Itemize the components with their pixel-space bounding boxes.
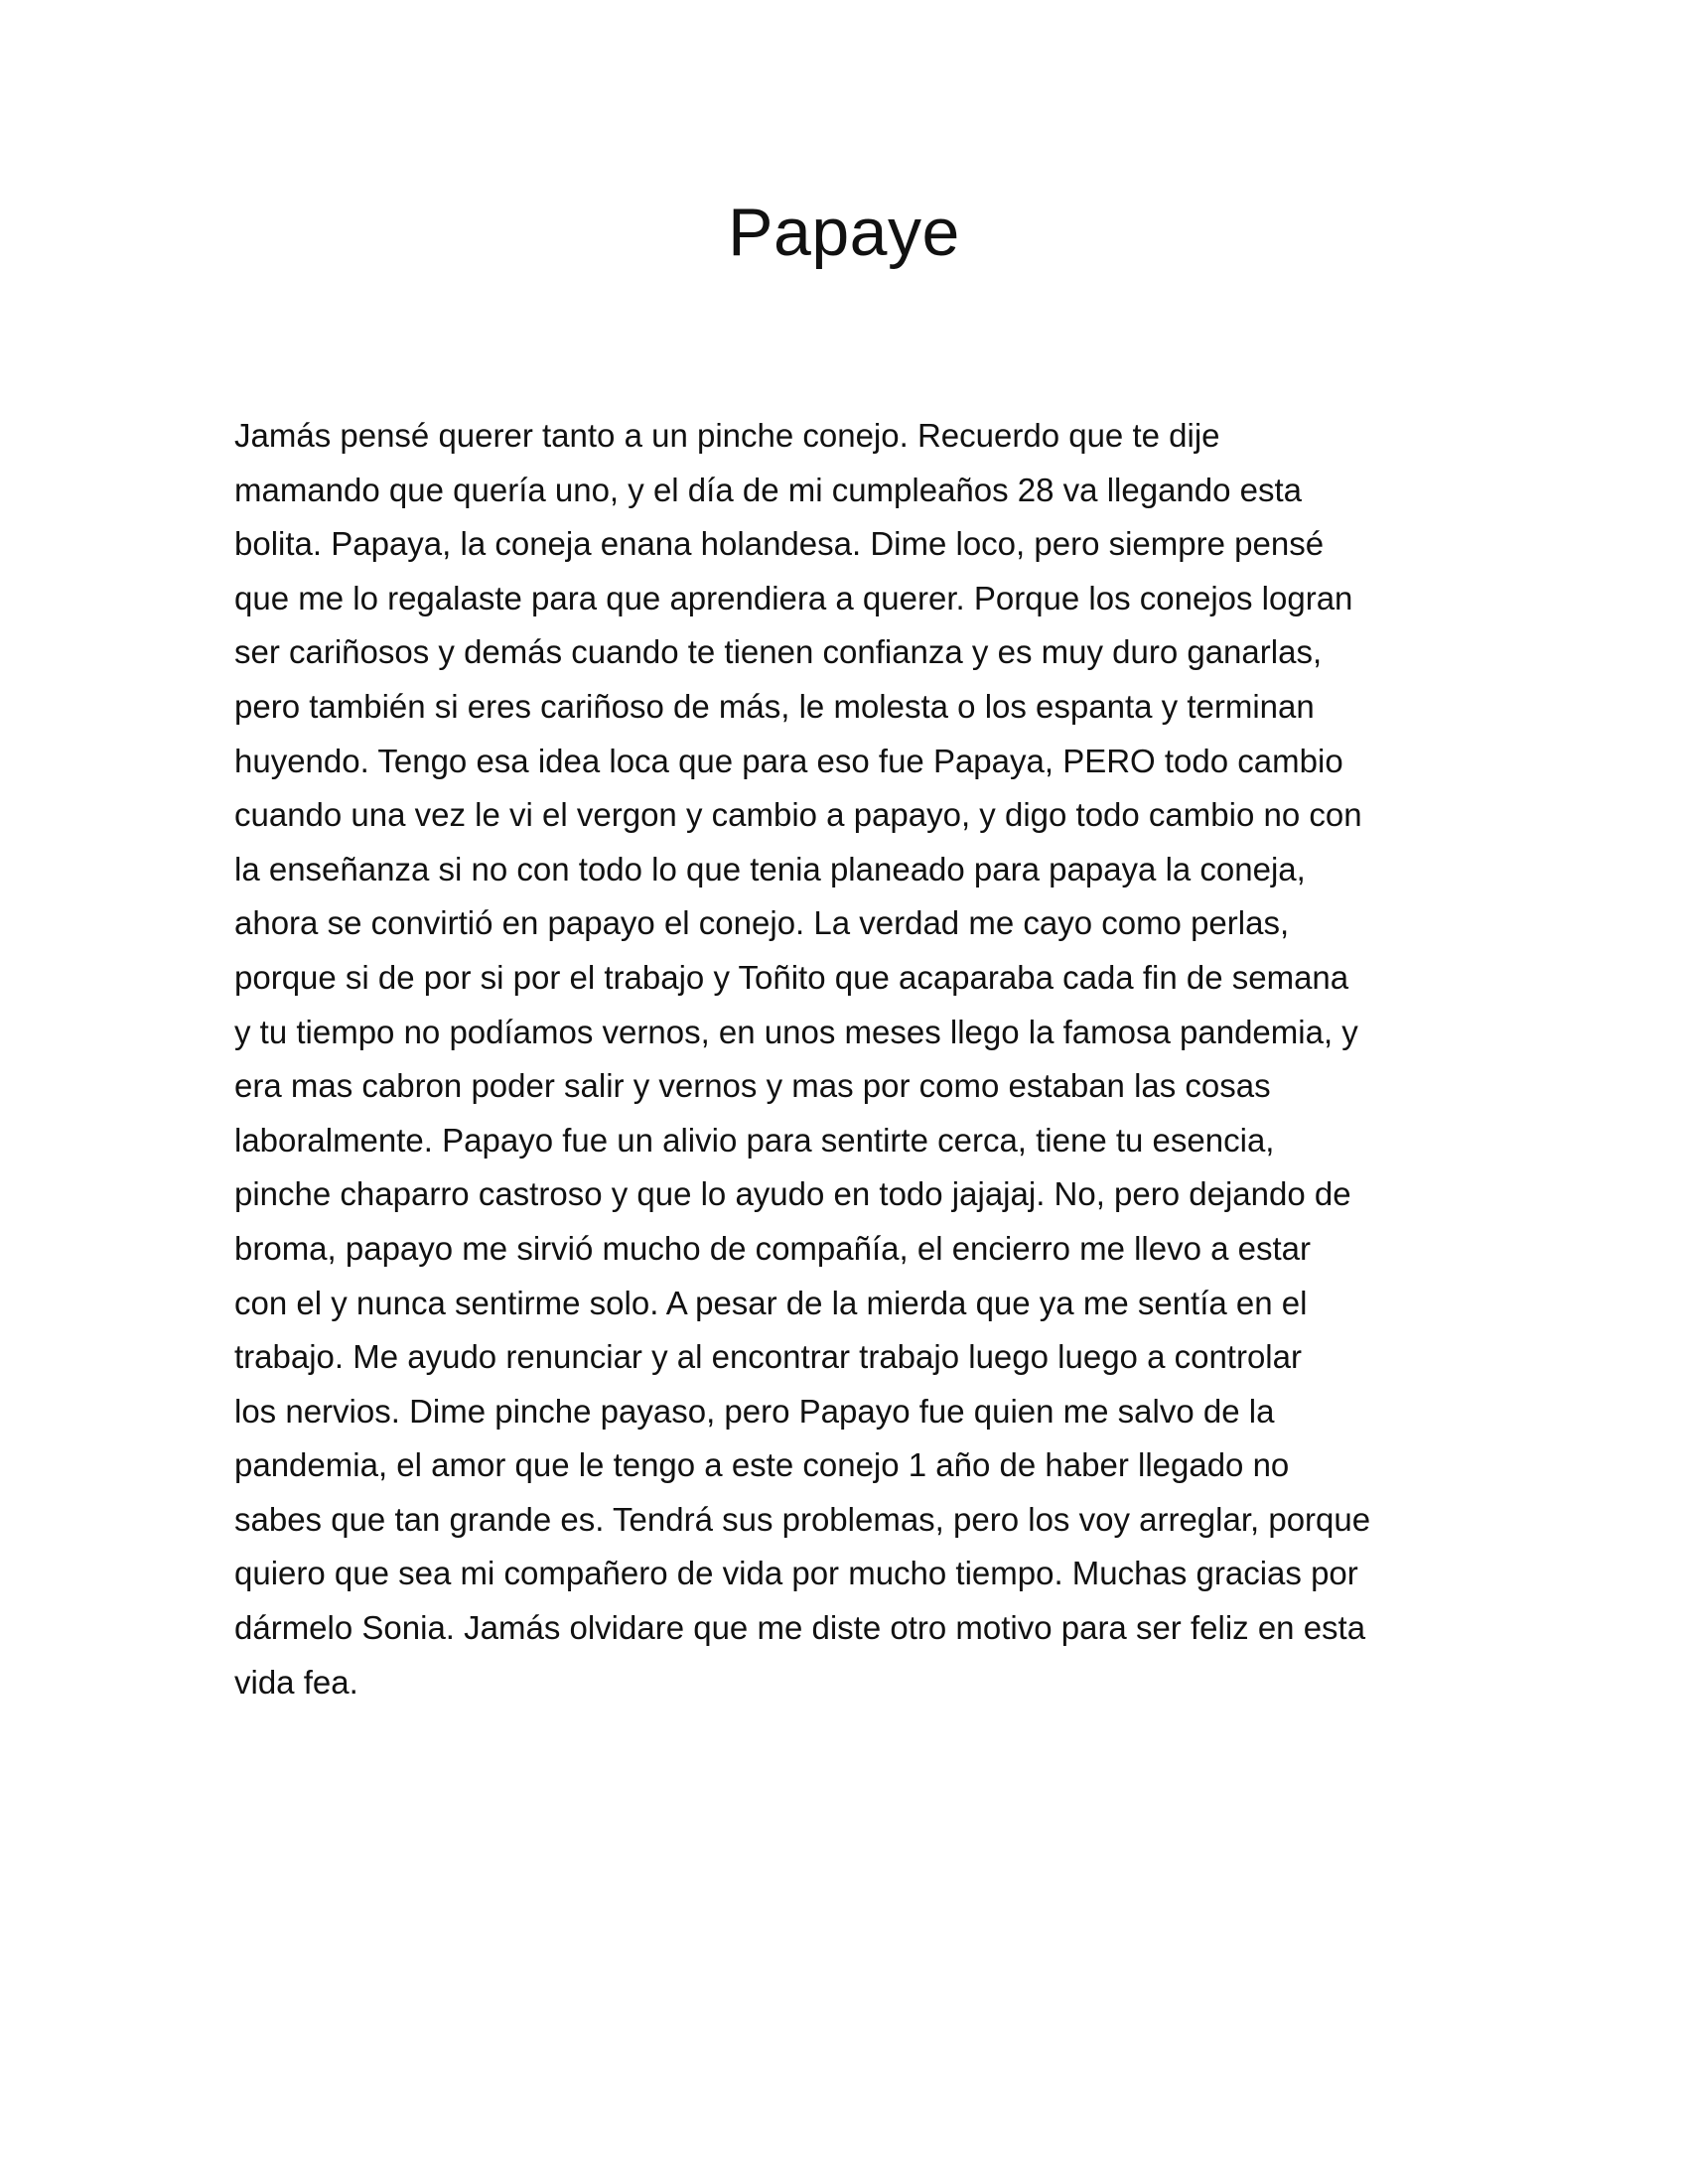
paragraph-line: con el y nunca sentirme solo. A pesar de la mierda que ya me sentía en el <box>234 1284 1308 1321</box>
paragraph-line: porque si de por si por el trabajo y Toñito que acaparaba cada fin de semana <box>234 958 1349 996</box>
paragraph-line: los nervios. Dime pinche payaso, pero Papayo fue quien me salvo de la <box>234 1392 1275 1430</box>
paragraph-line: vida fea. <box>234 1663 358 1701</box>
paragraph-line: huyendo. Tengo esa idea loca que para eso fue Papaya, PERO todo cambio <box>234 742 1343 779</box>
paragraph-line: era mas cabron poder salir y vernos y mas por como estaban las cosas <box>234 1067 1271 1105</box>
paragraph-line: la enseñanza si no con todo lo que tenia planeado para papaya la coneja, <box>234 850 1306 887</box>
paragraph-line: laboralmente. Papayo fue un alivio para sentirte cerca, tiene tu esencia, <box>234 1121 1275 1159</box>
paragraph-line: pero también si eres cariñoso de más, le molesta o los espanta y terminan <box>234 687 1315 725</box>
paragraph-line: que me lo regalaste para que aprendiera a querer. Porque los conejos logran <box>234 579 1353 616</box>
paragraph-line: pinche chaparro castroso y que lo ayudo en todo jajajaj. No, pero dejando de <box>234 1175 1351 1213</box>
document-title: Papaye <box>728 195 960 270</box>
paragraph-line: cuando una vez le vi el vergon y cambio a papayo, y digo todo cambio no con <box>234 796 1362 834</box>
paragraph-line: trabajo. Me ayudo renunciar y al encontrar trabajo luego luego a controlar <box>234 1338 1302 1376</box>
paragraph-line: pandemia, el amor que le tengo a este conejo 1 año de haber llegado no <box>234 1446 1290 1484</box>
paragraph-line: ahora se convirtió en papayo el conejo. La verdad me cayo como perlas, <box>234 904 1290 942</box>
paragraph-line: Jamás pensé querer tanto a un pinche conejo. Recuerdo que te dije <box>234 417 1220 454</box>
document-body <box>234 409 1456 1709</box>
paragraph-line: sabes que tan grande es. Tendrá sus problemas, pero los voy arreglar, porque <box>234 1500 1371 1538</box>
paragraph-line: y tu tiempo no podíamos vernos, en unos meses llego la famosa pandemia, y <box>234 1013 1358 1050</box>
paragraph-line: broma, papayo me sirvió mucho de compañía, el encierro me llevo a estar <box>234 1229 1312 1267</box>
paragraph-line: bolita. Papaya, la coneja enana holandesa. Dime loco, pero siempre pensé <box>234 525 1325 563</box>
paragraph-line: quiero que sea mi compañero de vida por mucho tiempo. Muchas gracias por <box>234 1555 1358 1592</box>
paragraph-line: mamando que quería uno, y el día de mi cumpleaños 28 va llegando esta <box>234 471 1303 508</box>
paragraph-line: dármelo Sonia. Jamás olvidare que me diste otro motivo para ser feliz en esta <box>234 1609 1366 1647</box>
paragraph-line: ser cariñosos y demás cuando te tienen confianza y es muy duro ganarlas, <box>234 633 1323 671</box>
